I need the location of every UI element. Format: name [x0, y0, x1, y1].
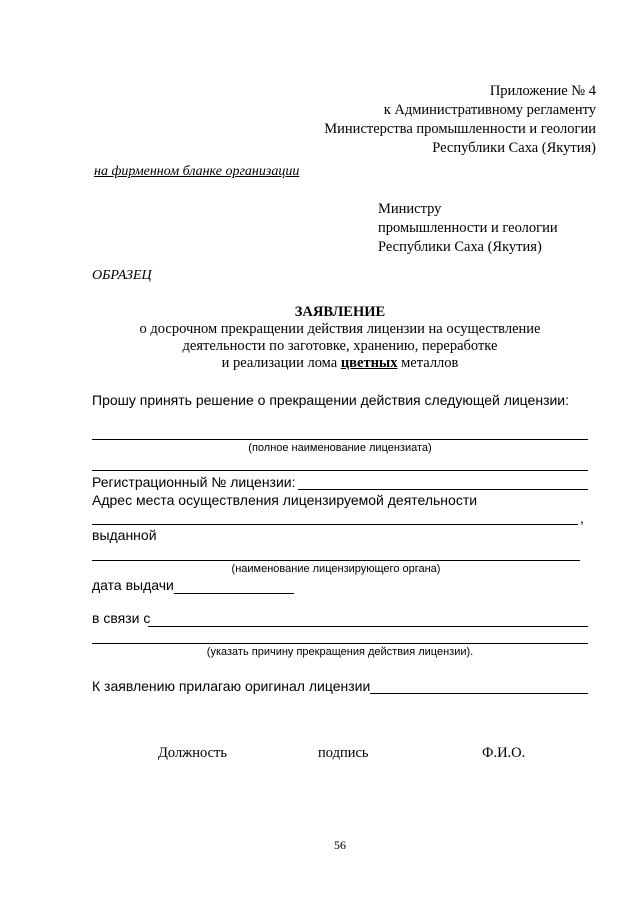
- addressee-line-3: Республики Саха (Якутия): [378, 239, 542, 255]
- subtitle-line-1: о досрочном прекращении действия лицензии на осуществление: [139, 321, 541, 337]
- appendix-header: [324, 82, 596, 158]
- appendix-line-3: Министерства промышленности и геологии: [324, 121, 596, 137]
- subtitle-emphasis: цветных: [340, 355, 398, 371]
- issued-label: выданной: [92, 527, 157, 543]
- document-title: ЗАЯВЛЕНИЕ: [294, 304, 386, 320]
- reg-number-label: Регистрационный № лицензии:: [92, 474, 296, 490]
- address-label: Адрес места осуществления лицензируемой деятельности: [92, 492, 478, 508]
- reason-label: в связи с: [92, 610, 151, 626]
- reg-number-line[interactable]: [298, 489, 588, 490]
- reason-line[interactable]: [148, 626, 588, 627]
- appendix-line-2: к Административному регламенту: [383, 102, 596, 118]
- issue-date-label: дата выдачи: [92, 577, 174, 593]
- licensee-caption: (полное наименование лицензиата): [248, 442, 432, 454]
- licensee-name-line[interactable]: [92, 439, 588, 440]
- request-text: Прошу принять решение о прекращении действия следующей лицензии:: [92, 392, 570, 408]
- subtitle-line-3-end: металлов: [397, 355, 459, 371]
- addressee-line-1: Министру: [378, 201, 442, 217]
- issue-date-line[interactable]: [174, 593, 294, 594]
- subtitle-line-3: [0, 355, 640, 372]
- sample-label: ОБРАЗЕЦ: [92, 268, 152, 283]
- page-number: 56: [334, 838, 346, 852]
- addressee-block: [378, 200, 558, 257]
- subtitle-line-3-start: и реализации лома: [221, 355, 341, 371]
- addressee-line-2: промышленности и геологии: [378, 220, 558, 236]
- attachment-line[interactable]: [370, 693, 588, 694]
- attachment-text: К заявлению прилагаю оригинал лицензии: [92, 678, 371, 694]
- signature-position: Должность: [158, 745, 227, 761]
- signature-sign: подпись: [318, 745, 369, 761]
- reason-extra-line[interactable]: [92, 643, 588, 644]
- document-subtitle: [0, 321, 640, 372]
- subtitle-line-2: деятельности по заготовке, хранению, переработке: [182, 338, 498, 354]
- authority-caption: (наименование лицензирующего органа): [231, 563, 441, 575]
- authority-line[interactable]: [92, 560, 580, 561]
- signature-name: Ф.И.О.: [482, 745, 526, 761]
- letterhead-note: на фирменном бланке организации: [94, 164, 300, 179]
- appendix-line-4: Республики Саха (Якутия): [432, 140, 596, 156]
- address-line[interactable]: [92, 524, 578, 525]
- reason-caption: (указать причину прекращения действия лицензии).: [206, 646, 474, 658]
- licensee-extra-line[interactable]: [92, 470, 588, 471]
- appendix-line-1: Приложение № 4: [489, 83, 596, 99]
- address-comma: ,: [580, 510, 584, 526]
